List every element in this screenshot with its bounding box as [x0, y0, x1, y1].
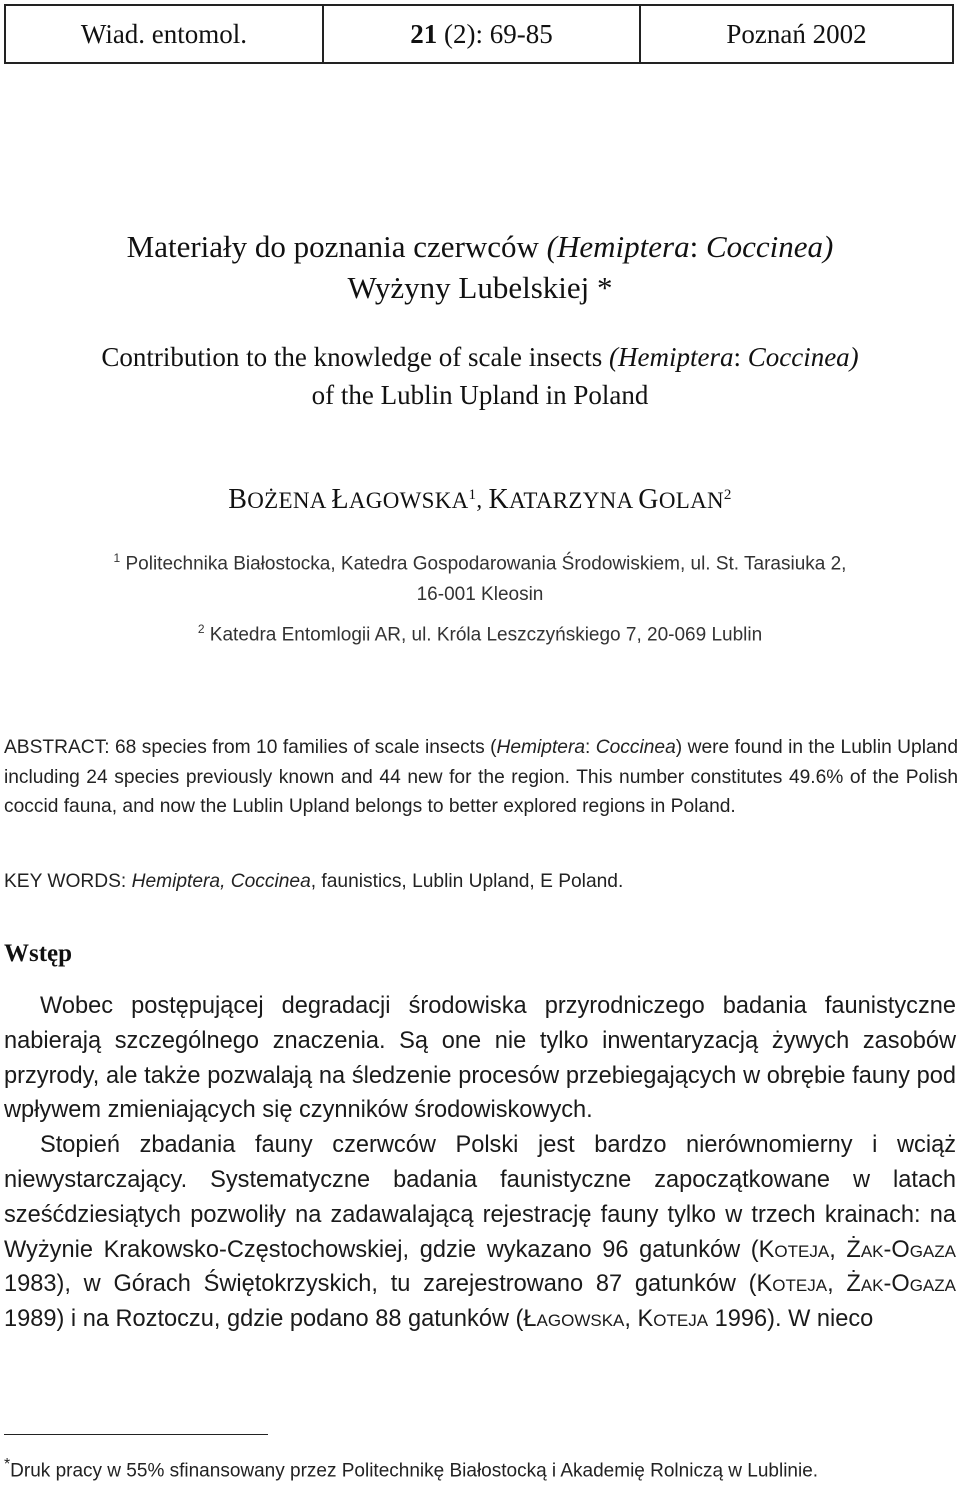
affiliation-1-line2: 16-001 Kleosin: [416, 584, 544, 606]
footnote: [4, 1450, 956, 1486]
author-1: BOŻENA ŁAGOWSKA: [228, 483, 469, 515]
citation-author: Koteja: [758, 1236, 830, 1263]
journal-header: [4, 4, 954, 64]
title-polish-line1: Materiały do poznania czerwców (Hemiptera: Coccinea): [126, 229, 834, 264]
footnote-rule: [4, 1434, 268, 1435]
title-english-line1: Contribution to the knowledge of scale insects (Hemiptera: Coccinea): [101, 342, 859, 372]
citation-author: Łagowska: [523, 1306, 625, 1333]
paragraph-2: Stopień zbadania fauny czerwców Polski jest bardzo nierównomierny i wciąż niewystarczający. Systematyczne badania faunistyczne zapoczątkowane w latach sześćdziesiątych pozwoliły na zadawalającą rejestrację fauny tylko w trzech krainach: na Wyżynie Krakowsko-Częstochowskiej, gdzie wykazano 96 gatunków (Koteja, Żak-Ogaza 1983), w Górach Świętokrzyskich, tu zarejestrowano 87 gatunków (Koteja, Żak-Ogaza 1989) i na Roztoczu, gdzie podano 88 gatunków (Łagowska, Koteja 1996). W nieco: [4, 1132, 956, 1333]
affiliation-1: [0, 543, 960, 610]
citation-author: Koteja: [637, 1306, 709, 1333]
title-polish: [0, 226, 960, 308]
citation-author: Żak-Ogaza: [846, 1236, 956, 1263]
title-english: [0, 338, 960, 414]
keywords-label: KEY WORDS:: [4, 871, 132, 892]
keywords-taxa: Hemiptera, Coccinea: [131, 871, 311, 892]
title-english-line2: of the Lublin Upland in Poland: [311, 380, 649, 410]
volume-number: 21: [410, 18, 438, 49]
abstract: ABSTRACT: 68 species from 10 families of scale insects (Hemiptera: Coccinea) were found in the Lublin Upland including 24 species previously known and 44 new for the region. This number constitutes 49.6% of the Polish coccid fauna, and now the Lublin Upland belongs to better explored regions in Poland.: [4, 737, 958, 817]
keywords-rest: , faunistics, Lublin Upland, E Poland.: [310, 871, 624, 892]
publication-place-year: Poznań 2002: [726, 18, 867, 49]
section-heading: Wstęp: [4, 940, 73, 967]
authors: BOŻENA ŁAGOWSKA$^1$, KATARZYNA GOLAN$^2$: [228, 483, 732, 515]
affiliation-2: [0, 614, 960, 650]
affiliation-1-line1: Politechnika Białostocka, Katedra Gospodarowania Środowiskiem, ul. St. Tarasiuka 2,: [125, 553, 847, 575]
affiliation-2-text: Katedra Entomlogii AR, ul. Króla Leszczyńskiego 7, 20-069 Lublin: [209, 624, 763, 646]
footnote-text: Druk pracy w 55% sfinansowany przez Politechnikę Białostocką i Akademię Rolniczą w Lublinie.: [10, 1460, 819, 1482]
issue-pages: (2): 69-85: [444, 18, 553, 49]
journal-name: Wiad. entomol.: [6, 6, 324, 62]
author-2-affiliation-mark: 2: [723, 487, 732, 503]
title-polish-line2: Wyżyny Lubelskiej *: [347, 270, 613, 305]
affiliation-2-mark: 2: [197, 622, 205, 636]
citation-author: Żak-Ogaza: [846, 1271, 956, 1298]
footnote-mark: *: [4, 1456, 11, 1473]
author-2: KATARZYNA GOLAN: [488, 483, 724, 515]
author-1-affiliation-mark: 1: [468, 487, 477, 503]
keywords: [4, 867, 958, 896]
body-text: [4, 989, 956, 1337]
citation-author: Koteja: [756, 1271, 828, 1298]
affiliation-1-mark: 1: [113, 551, 121, 565]
journal-volume-pages: [324, 6, 641, 62]
paragraph-1: Wobec postępującej degradacji środowiska przyrodniczego badania faunistyczne nabierają szczególnego znaczenia. Są one nie tylko inwentaryzacją żywych zasobów przyrody, ale także pozwalają na śledzenie procesów przebiegających w obrębie fauny pod wpływem zmieniających się czynników środowiskowych.: [4, 993, 956, 1124]
